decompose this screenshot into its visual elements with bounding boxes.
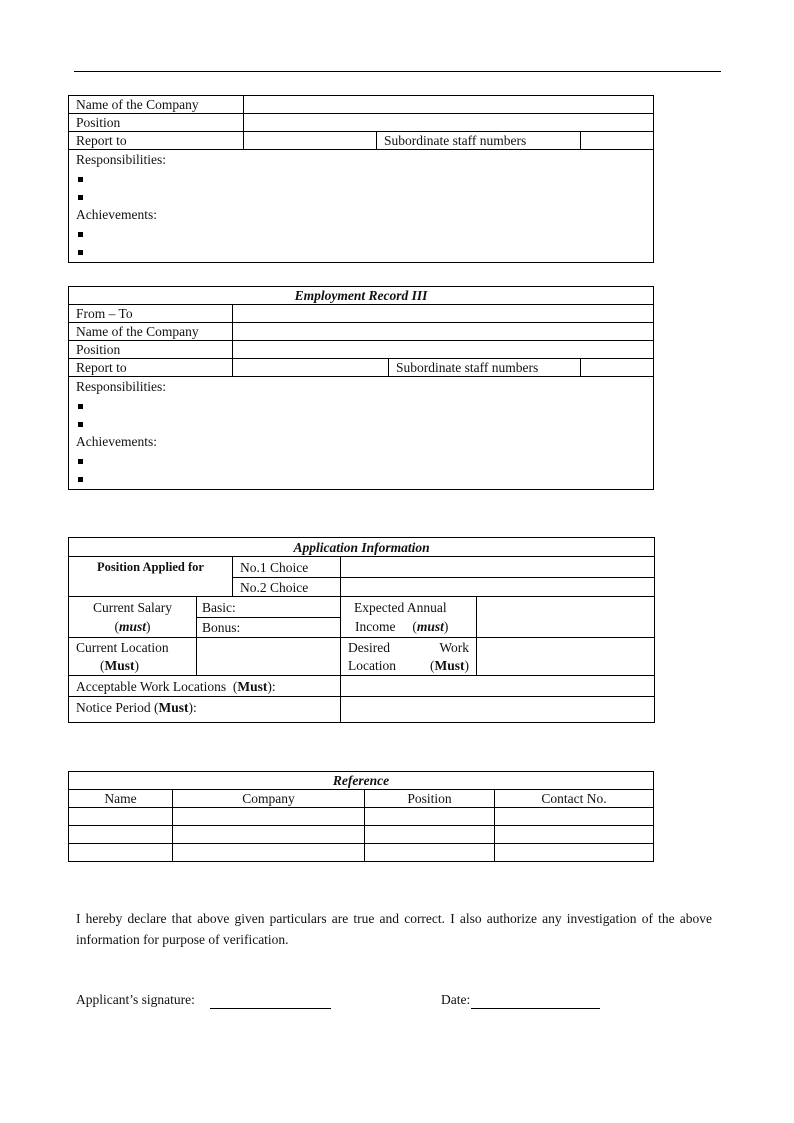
expected-income-label: Expected Annual Income (must) [341, 597, 477, 638]
reference-cell[interactable] [173, 826, 365, 844]
from-to-label: From – To [69, 305, 233, 323]
position-field[interactable] [244, 114, 654, 132]
bullet-icon [78, 422, 83, 427]
notice-period-label: Notice Period (Must): [69, 697, 341, 723]
reference-header-contact: Contact No. [495, 790, 654, 808]
application-info-table [68, 537, 655, 723]
date-field[interactable] [471, 992, 600, 1009]
current-location-field[interactable] [197, 638, 341, 676]
application-info-title: Application Information [69, 538, 655, 557]
choice-2-label: No.2 Choice [233, 578, 341, 597]
desired-location-label: Desired Work Location (Must) [341, 638, 477, 676]
reference-cell[interactable] [69, 808, 173, 826]
company-field[interactable] [244, 96, 654, 114]
choice-2-field[interactable] [341, 578, 655, 597]
reference-cell[interactable] [365, 808, 495, 826]
company-label: Name of the Company [69, 323, 233, 341]
subordinate-field[interactable] [581, 132, 654, 150]
acceptable-locations-field[interactable] [341, 676, 655, 697]
from-to-field[interactable] [233, 305, 654, 323]
report-to-field[interactable] [244, 132, 377, 150]
reference-cell[interactable] [69, 844, 173, 862]
subordinate-label: Subordinate staff numbers [377, 132, 581, 150]
basic-label: Basic: [197, 597, 341, 618]
must-marker: must [416, 619, 444, 634]
report-to-label: Report to [69, 132, 244, 150]
position-label: Position [69, 114, 244, 132]
responsibilities-label: Responsibilities: [76, 152, 167, 167]
table-row [69, 844, 654, 862]
bullet-icon [78, 404, 83, 409]
bullet-icon [78, 459, 83, 464]
report-to-label: Report to [69, 359, 233, 377]
declaration-text: I hereby declare that above given particulars are true and correct. I also authorize any investigation of the above information for purpose of verification. [76, 911, 712, 947]
desired-location-field[interactable] [477, 638, 655, 676]
subordinate-label: Subordinate staff numbers [389, 359, 581, 377]
reference-header-position: Position [365, 790, 495, 808]
current-salary-label: Current Salary (must) [69, 597, 197, 638]
responsibilities-block[interactable] [69, 377, 654, 490]
bonus-label: Bonus: [197, 618, 341, 638]
reference-title: Reference [69, 772, 654, 790]
signature-line [76, 992, 331, 1009]
choice-1-label: No.1 Choice [233, 557, 341, 578]
reference-cell[interactable] [495, 808, 654, 826]
reference-cell[interactable] [495, 826, 654, 844]
company-label: Name of the Company [69, 96, 244, 114]
date-line [441, 992, 600, 1009]
date-label: Date: [441, 992, 471, 1007]
employment-record-3-table [68, 286, 654, 490]
choice-1-field[interactable] [341, 557, 655, 578]
reference-cell[interactable] [365, 844, 495, 862]
position-field[interactable] [233, 341, 654, 359]
signature-label: Applicant’s signature: [76, 992, 195, 1007]
reference-cell[interactable] [365, 826, 495, 844]
acceptable-locations-label: Acceptable Work Locations (Must): [69, 676, 341, 697]
responsibilities-block[interactable] [69, 150, 654, 263]
employment-record-2-table [68, 95, 654, 263]
report-to-field[interactable] [233, 359, 389, 377]
notice-period-field[interactable] [341, 697, 655, 723]
reference-header-company: Company [173, 790, 365, 808]
company-field[interactable] [233, 323, 654, 341]
subordinate-field[interactable] [581, 359, 654, 377]
position-label: Position [69, 341, 233, 359]
must-marker: Must [104, 658, 135, 673]
must-marker: Must [434, 658, 465, 673]
reference-cell[interactable] [173, 808, 365, 826]
bullet-icon [78, 195, 83, 200]
reference-cell[interactable] [495, 844, 654, 862]
bullet-icon [78, 232, 83, 237]
current-location-label: Current Location (Must) [69, 638, 197, 676]
position-applied-label: Position Applied for [69, 557, 233, 597]
employment-record-3-title: Employment Record III [69, 287, 654, 305]
signature-field[interactable] [210, 992, 331, 1009]
reference-cell[interactable] [173, 844, 365, 862]
table-row [69, 826, 654, 844]
expected-income-field[interactable] [477, 597, 655, 638]
achievements-label: Achievements: [76, 206, 157, 222]
must-marker: must [118, 619, 146, 634]
bullet-icon [78, 250, 83, 255]
reference-table [68, 771, 654, 862]
table-row [69, 808, 654, 826]
bullet-icon [78, 177, 83, 182]
reference-header-name: Name [69, 790, 173, 808]
responsibilities-label: Responsibilities: [76, 379, 167, 394]
achievements-label: Achievements: [76, 433, 157, 449]
header-rule [74, 71, 721, 72]
must-marker: Must [158, 700, 189, 715]
reference-cell[interactable] [69, 826, 173, 844]
must-marker: Must [237, 678, 268, 694]
bullet-icon [78, 477, 83, 482]
